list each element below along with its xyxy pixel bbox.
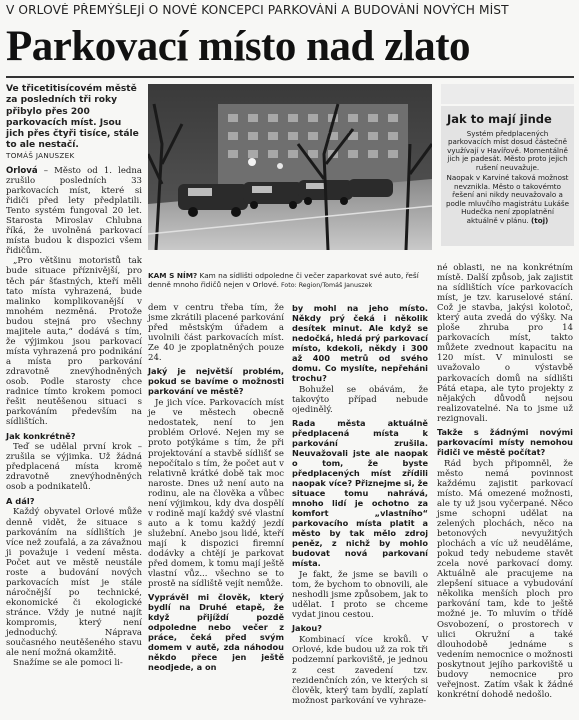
sidebar-paragraph: Naopak v Karviné taková možnost nevznikla. Město o takovémto řešení ani nikdy neuvažovalo a podle mluvčího magistrátu Lukáše Hudečka není zpoplatnění aktuálně v plánu. (toj) <box>446 173 569 225</box>
sidebar-paragraph: Systém předplacených parkovacích míst dosud částečně využívají v Havířově. Momentálně jich je padesát. Město proto jejich rušení neuvažuje. <box>447 129 568 172</box>
interview-question: Jaký je největší problém, pokud se bavíme o možnosti parkování ve městě? <box>148 366 284 397</box>
kicker: V ORLOVÉ PŘEMÝŠLEJÍ O NOVÉ KONCEPCI PARKOVÁNÍ A BUDOVÁNÍ NOVÝCH MÍST <box>6 3 509 17</box>
sidebar-title: Jak to mají jinde <box>447 112 552 126</box>
article-paragraph: Je jich více. Parkovacích míst je ve městech obecně nedostatek, není to jen problém Orlové. Nejen my se proto potýkáme s tím, že při projektování a stavbě sídlišť se nepočítalo s tím, že počet aut v relativně krátké době tak moc naroste. Dnes už není auto na rodinu, ale na člověka a vůbec není výjimkou, kdy dva dospělí v rodině mají každý své vlastní auto a k tomu každý jezdí služební. Anebo jsou lidé, kteří mají k dispozici firemní dodávky a chtějí je parkovat před domem, k tomu mají ještě vlastní vůz... všechno se to prostě na sídliště vejít nemůže. <box>148 398 284 590</box>
article-paragraph: Snažíme se ale pomoci li- <box>13 658 123 669</box>
sidebar-body <box>441 130 574 225</box>
article-paragraph: dem v centru třeba tím, že jsme zkrátili placené parkování před městským úřadem a uvolnili část parkovacích míst. Ze 40 je zpoplatněných pouze 24. <box>148 303 284 364</box>
question-heading: A dál? <box>6 496 35 507</box>
article-paragraph: né oblasti, ne na konkrétním místě. Další způsob, jak zajistit na sídlištích více parkovacích míst, je tzv. karuselové stání. Což je stavba, jakýsi kolotoč, který auta zvedá do výšky. Na ploše zhruba pro 14 parkovacích míst, takto můžete zvednout kapacitu na 120 míst. V minulosti se uvažovalo o výstavbě parkovacích domů na sídlišti Pátá etapa, ale tyto projekty z nějakých důvodů nejsou realizovatelné. Na to jsme už rezignovali. <box>437 263 573 424</box>
article-column-3 <box>292 303 428 706</box>
article-paragraph: Bohužel se obávám, že takovýto případ nebude ojedinělý. <box>292 385 428 416</box>
article-paragraph: Teď se udělal první krok – zrušila se výjimka. Už žádná předplacená místa kromě zdravotně znevýhodněných osob a podnikatelů. <box>6 442 142 493</box>
photo-drawing <box>148 84 432 250</box>
photo-caption <box>148 271 433 290</box>
article-paragraph: Rád bych připomněl, že město nemá povinnost každému zajistit parkovací místo. Má omezené možnosti, ale ty už jsou vyčerpané. Něco jsme schopni udělat na zelených plochách, něco na betonových nevyužitých plochách a víc už neuděláme, pokud tedy nebudeme stavět zcela nové parkovací domy. Aktuálně ale pracujeme na zlepšení situace a vybudování několika menších ploch pro parkování tam, kde to ještě možné je. To mluvím o třídě Osvobození, o prostorech v ulici Okružní a také dlouhodobě jednáme s vedením nemocnice o možnosti poskytnout jejího parkoviště u budovy nemocnice pro veřejnost. Zatím však k žádné konkrétní dohodě nedošlo. <box>437 458 573 700</box>
article-column-4 <box>437 263 573 700</box>
parking-lot-photo <box>148 84 432 250</box>
caption-lead: KAM S NÍM? <box>148 271 198 280</box>
interview-question: Vyprávěl mi člověk, který bydlí na Druhé etapě, že když přijíždí pozdě odpoledne nebo večer z práce, čeká před svým domem v autě, zda náhodou někdo přece jen ještě neodjede, a on <box>148 592 284 673</box>
article-paragraph: Kombinací více kroků. V Orlové, kde budou už za rok tři podzemní parkoviště, je jednou z cest zavedení tzv. rezidenčních zón, ve kterých si člověk, který tam bydlí, zaplatí možnost parkování ve vyhraze- <box>292 635 428 706</box>
headline: Parkovací místo nad zlato <box>6 23 471 70</box>
article-paragraph: „Pro většinu motoristů tak bude situace příznivější, pro těch pár šťastných, kteří měli tato místa vyhrazená, bude malinko komplikovanější v mnohém nezměná. Protože budou stejná pro všechny majitele auta,“ dodává s tím, že výjimkou jsou parkovací místa vyhrazená pro podnikání a místa pro parkování zdravotně znevýhodněných osob. Podle starosty chce radnice tímto krokem pomoci řešit neutěšenou situaci s parkováním především na sídlištích. <box>6 256 142 428</box>
headline-rule <box>6 76 574 78</box>
sidebar-top-strip <box>441 84 574 104</box>
caption-text: Kam na sídlišti odpoledne či večer zaparkovat své auto, řeší denně mnoho řidičů nejen v Orlové. <box>148 271 419 289</box>
dateline: Orlová <box>6 166 38 176</box>
question-heading: Jak konkrétně? <box>6 431 76 442</box>
interview-question: by mohl na jeho místo. Někdy prý čeká i několik desítek minut. Ale když se nedočká, hledá prý parkovací místo, kdekoli, někdy i 300 až 400 metrů od svého domu. Co myslíte, nepřeháni trochu? <box>292 303 428 383</box>
interview-question: Takže s žádnými novými parkovacími místy nemohou řidiči ve městě počítat? <box>437 426 573 457</box>
article-paragraph: Orlová – Město od 1. ledna zrušilo posledních 33 parkovacích míst, které si řidiči před lety předplatili. Tento systém fungoval 20 let. Starosta Miroslav Chlubna říká, že uvolněná parkovací místa budou k dispozici všem řidičům. <box>6 166 142 257</box>
sidebar-signature: (toj) <box>531 215 549 225</box>
interview-question: Rada města aktuálně předplacená místa k parkování zrušila. Neuvažovali jste ale naopak o tom, že byste předplacených míst zřídili naopak více? Přiznejme si, že situace tomu nahrává, mnoho lidí je ochotno za komfort „vlastního“ parkovacího místa platit a město by tak mělo zdroj peněz, z nichž by mohlo budovat nová parkovaní místa. <box>292 418 428 569</box>
article-paragraph: Je fakt, že jsme se bavili o tom, že bychom to obnovili, ale neshodli jsme způsobem, jak to udělat. I proto se chceme vydat jinou cestou. <box>292 570 428 621</box>
byline: TOMÁŠ JANUSZEK <box>6 151 75 160</box>
article-column-1 <box>6 166 142 668</box>
article-paragraph: Každý obyvatel Orlové může denně vidět, že situace s parkováním na sídlištích je více než zoufalá, a za závažnou ji považuje i vedení města. Počet aut ve městě neustále roste a budování nových parkovacích míst je stále náročnější po technické, ekonomické či ekologické stránce. Vždy je nutné najít kompromis, který není jednoduchý. Náprava současného neutěšeného stavu ale není možná okamžitě. <box>6 507 142 659</box>
lead-paragraph: Ve třicetitisícovém městě za posledních tři roky přibylo přes 200 parkovacích míst. Jsou jich přes čtyři tisíce, stále to ale nestačí. <box>6 84 139 151</box>
caption-credit: Foto: Region/Tomáš Januszek <box>279 282 373 289</box>
article-column-2 <box>148 303 284 674</box>
interview-question: Jakou? <box>292 623 322 634</box>
sidebar-box <box>441 106 574 246</box>
